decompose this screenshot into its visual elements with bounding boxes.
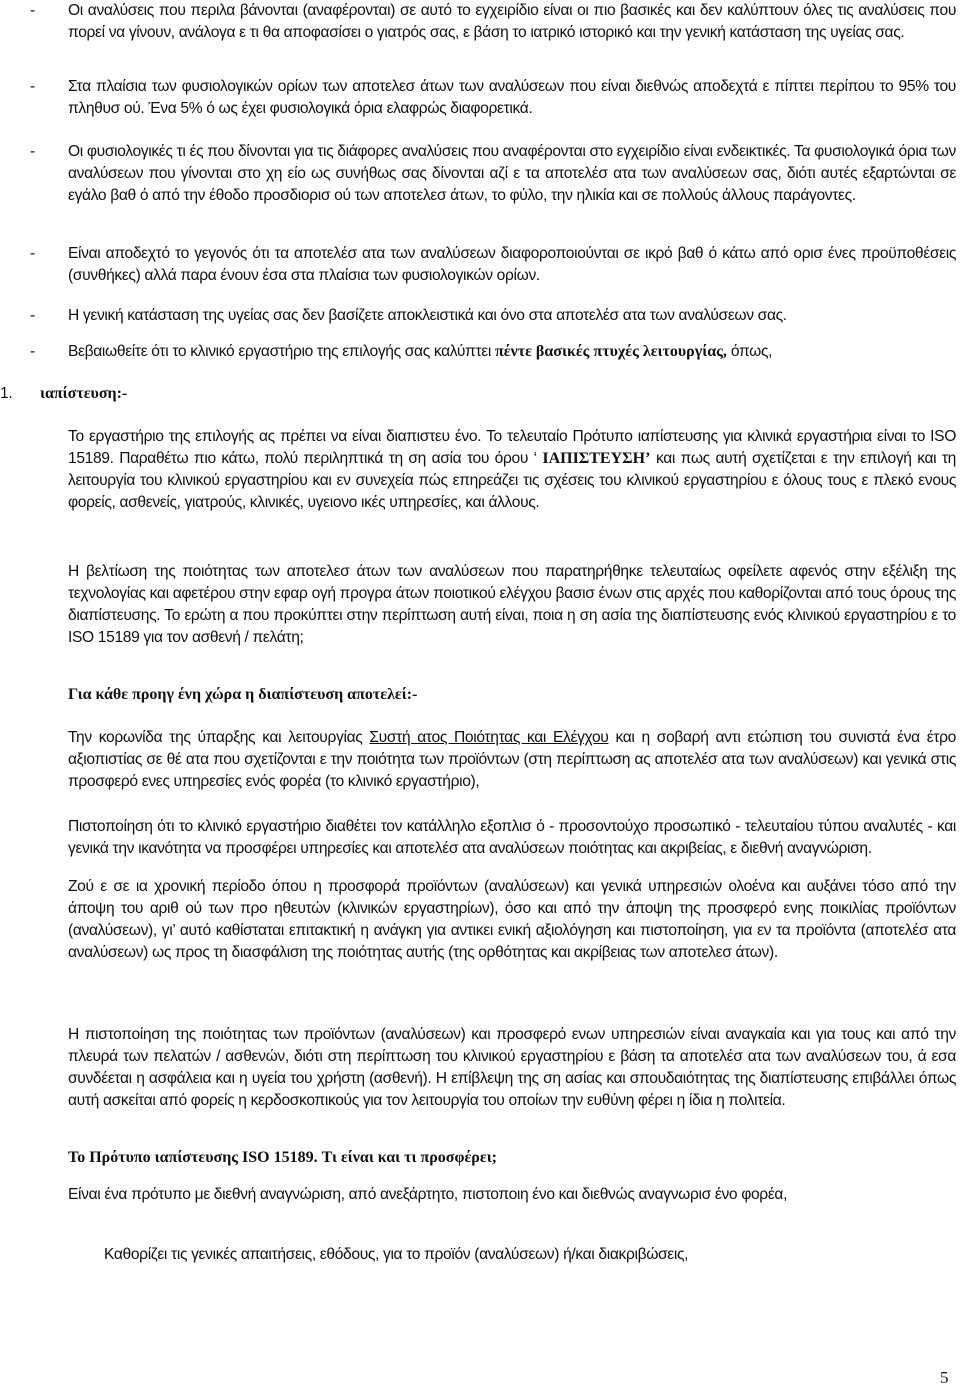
paragraph: Καθορίζει τις γενικές απαιτήσεις, εθόδους, για το προϊόν (αναλύσεων) ή/και διακριβώσεις,: [104, 1246, 689, 1263]
bullet-dash: -: [30, 2, 35, 19]
bullet-dash: -: [30, 245, 35, 262]
bullet-paragraph: Οι φυσιολογικές τι ές που δίνονται για τις διάφορες αναλύσεις που αναφέρονται στο εγχειρίδιο είναι ενδεικτικές. Τα φυσιολογικά όρια των αναλύσεων που γίνονται στο χη είο ως συνήθως σας δίνονται αζί ε τα αποτελέσ ατα των αναλύσεων σας, διότι αυτές εξαρτώνται σε εγάλο βαθ ό από την έθοδο προσδιορισ ού των αποτελεσ άτων, το φύλο, την ηλικία και σε πολλούς άλλους παράγοντες.: [68, 143, 956, 204]
page-number: 5: [940, 1368, 949, 1387]
paragraph: Ζού ε σε ια χρονική περίοδο όπου η προσφορά προϊόντων (αναλύσεων) και γενικά υπηρεσιών ολοένα και αυξάνει τόσο από την άποψη του αριθ ού των προ ηθευτών (κλινικών εργαστηρίων), όσο και από την άποψη της προσφερό ενης ποικιλίας προϊόντων (αναλύσεων), γι’ αυτό καθίσταται επιτακτική η ανάγκη για αντικει ενική αξιολόγηση και πιστοποίηση, για εν τα προϊόντα (αποτελέσ ατα αναλύσεων) ως προς τη διασφάλιση της ποιότητας αυτής (της ορθότητας και ακρίβειας των αποτελεσ άτων).: [68, 878, 956, 961]
paragraph: Πιστοποίηση ότι το κλινικό εργαστήριο διαθέτει τον κατάλληλο εξοπλισ ό - προσοντούχο προσωπικό - τελευταίου τύπου αναλυτές - και γενικά την ικανότητα να προσφέρει υπηρεσίες και αποτελέσ ατα αναλύσεων ποιότητας και ακριβείας, ε διεθνή αναγνώριση.: [68, 818, 956, 857]
paragraph-text: Το εργαστήριο της επιλογής ας πρέπει να είναι διαπιστευ ένο. Το τελευταίο Πρότυπο ιαπίστευσης για κλινικά εργαστήρια είναι το ISO 15189. Παραθέτω πιο κάτω, πολύ περιληπτικά τη ση ασία του όρου ‘: [68, 428, 956, 467]
bullet-text: Βεβαιωθείτε ότι το κλινικό εργαστήριο της επιλογής σας καλύπτει: [68, 343, 495, 360]
paragraph: [68, 426, 956, 514]
subheading: Το Πρότυπο ιαπίστευσης ISO 15189. Τι είναι και τι προσφέρει;: [68, 1149, 497, 1166]
paragraph: Η βελτίωση της ποιότητας των αποτελεσ άτων των αναλύσεων που παρατηρήθηκε τελευταίως οφείλετε αφενός στην εξέλιξη της τεχνολογίας και αφετέρου στην εφαρ ογή προγρα άτων ποιοτικού ελέγχου βασισ ένων στις αρχές που καθορίζονται από τους όρους της διαπίστευσης. Το ερώτη α που προκύπτει στην περίπτωση αυτή είναι, ποια η ση ασία της διαπίστευσης ενός κλινικού εργαστηρίου ε το ISO 15189 για τον ασθενή / πελάτη;: [68, 563, 956, 646]
bullet-dash: -: [30, 78, 35, 95]
paragraph-bold-text: ΙΑΠΙΣΤΕΥΣΗ’: [542, 450, 651, 467]
bullet-paragraph: Στα πλαίσια των φυσιολογικών ορίων των αποτελεσ άτων των αναλύσεων που είναι διεθνώς αποδεχτά ε πίπτει περίπου το 95% του πληθυσ ού. Ένα 5% ό ως έχει φυσιολογικά όρια ελαφρώς διαφορετικά.: [68, 78, 956, 117]
section-number: 1.: [0, 385, 13, 402]
paragraph-text: Την κορωνίδα της ύπαρξης και λειτουργίας: [68, 729, 370, 746]
bullet-paragraph: Είναι αποδεχτό το γεγονός ότι τα αποτελέσ ατα των αναλύσεων διαφοροποιούνται σε ικρό βαθ ό κάτω από ορισ ένες προϋποθέσεις (συνθήκες) αλλά παρα ένουν έσα στα πλαίσια των φυσιολογικών ορίων.: [68, 245, 956, 284]
section-title: ιαπίστευση:-: [40, 385, 128, 402]
paragraph: Η πιστοποίηση της ποιότητας των προϊόντων (αναλύσεων) και προσφερό ενων υπηρεσιών είναι αναγκαία και για τους και από την πλευρά των πελατών / ασθενών, διότι στη περίπτωση του κλινικού εργαστηρίου ε βάση τα αποτελέσ ατα των αναλύσεων του, ά εσα συνδέεται η ασφάλεια και η υγεία του χρήστη (ασθενή). Η επίβλεψη της ση ασίας και σπουδαιότητας της διαπίστευσης επιβάλλει όπως αυτή ασκείται από φορείς η κερδοσκοπικούς για τον λειτουργία του οποίων την ευθύνη φέρει η ίδια η πολιτεία.: [68, 1026, 956, 1109]
bullet-paragraph: Οι αναλύσεις που περιλα βάνονται (αναφέρονται) σε αυτό το εγχειρίδιο είναι οι πιο βασικές και δεν καλύπτουν όλες τις αναλύσεις που πορεί να γίνουν, ανάλογα ε τι θα αποφασίσει ο γιατρός σας, ε βάση το ιατρικό ιστορικό και την γενική κατάσταση της υγείας σας.: [68, 2, 956, 41]
bullet-dash: -: [30, 343, 35, 360]
subheading: Για κάθε προηγ ένη χώρα η διαπίστευση αποτελεί:-: [68, 686, 418, 703]
bullet-tail-text: όπως,: [726, 343, 773, 360]
paragraph-text: και πως αυτή σχετίζεται ε την επιλογή και τη λειτουργία του κλινικού εργαστηρίου και εν συνεχεία πώς επηρεάζει τις σχέσεις του κλινικού εργαστηρίου ε όλους τους ε πλεκό ενους φορείς, ασθενείς, γιατρούς, κλινικές, υγειονο ικές υπηρεσίες, και άλλους.: [68, 450, 956, 511]
bullet-paragraph: Η γενική κατάσταση της υγείας σας δεν βασίζετε αποκλειστικά και όνο στα αποτελέσ ατα των αναλύσεων σας.: [68, 307, 787, 324]
paragraph: Είναι ένα πρότυπο με διεθνή αναγνώριση, από ανεξάρτητο, πιστοποιη ένο και διεθνώς αναγνωρισ ένο φορέα,: [68, 1186, 788, 1203]
paragraph: [68, 727, 956, 793]
bullet-dash: -: [30, 307, 35, 324]
bullet-dash: -: [30, 143, 35, 160]
paragraph-text: και η σοβαρή αντι ετώπιση του συνιστά ένα έτρο αξιοπιστίας σε θέ ατα που σχετίζονται ε την ποιότητα των προϊόντων (στη περίπτωση ας αποτελέσ ατα των αναλύσεων) και γενικά στις προσφερό ενες υπηρεσίες ενός φορέα (το κλινικό εργαστήριο),: [68, 729, 956, 790]
bullet-paragraph: [68, 341, 956, 363]
underlined-term: Συστή ατος Ποιότητας και Ελέγχου: [369, 729, 609, 746]
bullet-bold-text: πέντε βασικές πτυχές λειτουργίας,: [494, 343, 727, 360]
